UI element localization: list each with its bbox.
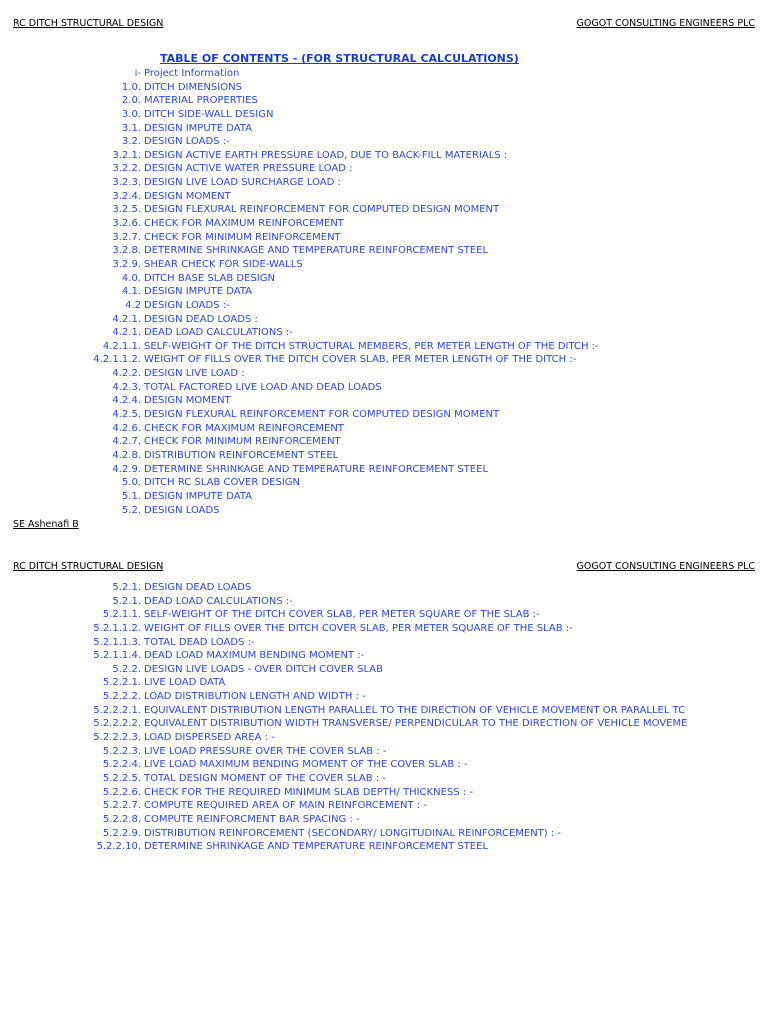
toc-entry[interactable]	[0, 367, 768, 381]
toc-entry[interactable]	[0, 244, 768, 258]
toc-entry-number: 1.0.	[121, 81, 141, 93]
toc-entry-text: DISTRIBUTION REINFORCEMENT STEEL	[144, 449, 339, 461]
toc-entry-number: 5.2.1.1.4.	[93, 650, 141, 662]
toc-entry-text: EQUIVALENT DISTRIBUTION WIDTH TRANSVERSE/ PERPENDICULAR TO THE DIRECTION OF VEHICLE MOVEME	[144, 718, 688, 730]
toc-entry[interactable]	[0, 799, 768, 813]
toc-entry-number: 5.0.	[121, 477, 141, 489]
toc-entry-text: DESIGN FLEXURAL REINFORCEMENT FOR COMPUTED DESIGN MOMENT	[144, 409, 500, 421]
toc-entry-text: DESIGN LIVE LOADS - OVER DITCH COVER SLAB	[144, 663, 383, 675]
toc-list-page1	[0, 67, 768, 517]
toc-entry-number: 5.2.2.2.3.	[93, 732, 141, 744]
toc-entry-number: 3.2.3.	[112, 177, 141, 189]
toc-entry[interactable]	[0, 381, 768, 395]
toc-entry[interactable]	[0, 676, 768, 690]
toc-entry-number: 3.2.4.	[112, 190, 141, 202]
toc-entry-text: LIVE LOAD PRESSURE OVER THE COVER SLAB : -	[144, 745, 387, 757]
toc-entry-number: 3.2.	[121, 136, 141, 148]
toc-entry-number: 5.2.1.	[112, 595, 141, 607]
toc-entry-number: 5.2.2.3.	[102, 745, 141, 757]
toc-entry-text: COMPUTE REINFORCMENT BAR SPACING : -	[144, 813, 360, 825]
toc-entry-text: DESIGN MOMENT	[144, 190, 231, 202]
toc-entry-number: 3.2.8.	[112, 245, 141, 257]
toc-entry-number: 5.2.2.2.2.	[93, 718, 141, 730]
toc-entry-number: 4.2.4.	[112, 395, 141, 407]
toc-entry-number: 5.1.	[121, 490, 141, 502]
toc-entry-number: 4.0.	[121, 272, 141, 284]
toc-entry-number: 5.2.2.7.	[102, 800, 141, 812]
toc-entry[interactable]	[0, 122, 768, 136]
toc-entry-text: COMPUTE REQUIRED AREA OF MAIN REINFORCEMENT : -	[144, 800, 427, 812]
toc-entry-text: DISTRIBUTION REINFORCEMENT (SECONDARY/ LONGITUDINAL REINFORCEMENT) : -	[144, 827, 562, 839]
toc-entry[interactable]	[0, 203, 768, 217]
toc-entry[interactable]	[0, 595, 768, 609]
toc-entry-text: DESIGN ACTIVE WATER PRESSURE LOAD :	[144, 163, 353, 175]
toc-entry-text: TOTAL FACTORED LIVE LOAD AND DEAD LOADS	[144, 381, 382, 393]
toc-entry[interactable]	[0, 435, 768, 449]
toc-entry[interactable]	[0, 731, 768, 745]
toc-entry[interactable]	[0, 813, 768, 827]
toc-entry-text: DEAD LOAD CALCULATIONS :-	[144, 595, 293, 607]
toc-entry-text: MATERIAL PROPERTIES	[144, 95, 258, 107]
toc-entry-number: 3.2.7.	[112, 231, 141, 243]
toc-entry-text: TOTAL DEAD LOADS :-	[144, 636, 255, 648]
toc-entry-number: 4.2.9.	[112, 463, 141, 475]
toc-entry-number: 5.2.2.8.	[102, 813, 141, 825]
toc-entry-text: WEIGHT OF FILLS OVER THE DITCH COVER SLAB, PER METER SQUARE OF THE SLAB :-	[144, 622, 573, 634]
toc-entry-text: LOAD DISTRIBUTION LENGTH AND WIDTH : -	[144, 691, 366, 703]
toc-entry-text: DETERMINE SHRINKAGE AND TEMPERATURE REINFORCEMENT STEEL	[144, 841, 489, 853]
toc-entry-text: DESIGN IMPUTE DATA	[144, 286, 253, 298]
toc-entry-text: SELF-WEIGHT OF THE DITCH STRUCTURAL MEMBERS, PER METER LENGTH OF THE DITCH :-	[144, 340, 599, 352]
toc-entry[interactable]	[0, 408, 768, 422]
toc-entry-text: DEAD LOAD MAXIMUM BENDING MOMENT :-	[144, 650, 365, 662]
toc-entry[interactable]	[0, 272, 768, 286]
toc-entry-text: DESIGN MOMENT	[144, 395, 231, 407]
toc-entry[interactable]	[0, 340, 768, 354]
toc-entry-number: 5.2.2.2.	[102, 691, 141, 703]
toc-entry-text: DESIGN LIVE LOAD SURCHARGE LOAD :	[144, 177, 341, 189]
toc-entry-number: 4.2.1.	[112, 327, 141, 339]
toc-entry-number: 5.2.2.5.	[102, 772, 141, 784]
toc-entry[interactable]	[0, 463, 768, 477]
toc-entry-number: 5.2.2.2.1.	[93, 704, 141, 716]
toc-entry-number: 5.2.1.1.3.	[93, 636, 141, 648]
toc-entry-text: EQUIVALENT DISTRIBUTION LENGTH PARALLEL TO THE DIRECTION OF VEHICLE MOVEMENT OR PARALLEL TC	[144, 704, 686, 716]
toc-entry-number: 5.2.2.9.	[102, 827, 141, 839]
toc-list-page2	[0, 581, 768, 854]
toc-entry-text: LOAD DISPERSED AREA : -	[144, 732, 275, 744]
toc-entry[interactable]	[0, 758, 768, 772]
toc-entry[interactable]	[0, 176, 768, 190]
toc-entry-text: LIVE LOAD MAXIMUM BENDING MOMENT OF THE COVER SLAB : -	[144, 759, 468, 771]
toc-entry-text: CHECK FOR MINIMUM REINFORCEMENT	[144, 436, 341, 448]
toc-entry-number: 4.2.5.	[112, 409, 141, 421]
toc-entry-text: DESIGN IMPUTE DATA	[144, 490, 253, 502]
toc-entry-number: 3.2.9.	[112, 258, 141, 270]
toc-entry-text: DESIGN ACTIVE EARTH PRESSURE LOAD, DUE TO BACK-FILL MATERIALS :	[144, 149, 508, 161]
toc-entry-text: CHECK FOR MAXIMUM REINFORCEMENT	[144, 218, 344, 230]
toc-entry-number: 4.2.1.1.	[102, 340, 141, 352]
toc-entry[interactable]	[0, 326, 768, 340]
toc-entry-number: 5.2.	[121, 504, 141, 516]
toc-entry-number: 5.2.1.1.2.	[93, 622, 141, 634]
toc-entry-number: 5.2.2.6.	[102, 786, 141, 798]
toc-entry-number: 5.2.2.1.	[102, 677, 141, 689]
toc-entry[interactable]	[0, 690, 768, 704]
toc-entry-text: DESIGN LOADS :-	[144, 299, 230, 311]
page2-header-right: GOGOT CONSULTING ENGINEERS PLC	[576, 561, 755, 572]
toc-entry[interactable]	[0, 135, 768, 149]
toc-entry-number: 4.1.	[121, 286, 141, 298]
toc-entry[interactable]	[0, 422, 768, 436]
toc-entry-number: 3.2.2.	[112, 163, 141, 175]
toc-entry[interactable]	[0, 504, 768, 518]
toc-entry-text: DESIGN LOADS	[144, 504, 220, 516]
toc-entry[interactable]	[0, 162, 768, 176]
toc-entry[interactable]	[0, 581, 768, 595]
toc-entry[interactable]	[0, 649, 768, 663]
toc-entry-text: CHECK FOR MINIMUM REINFORCEMENT	[144, 231, 341, 243]
toc-entry-text: WEIGHT OF FILLS OVER THE DITCH COVER SLAB, PER METER LENGTH OF THE DITCH :-	[144, 354, 577, 366]
toc-entry-number: 4.2.6.	[112, 422, 141, 434]
toc-entry[interactable]	[0, 94, 768, 108]
toc-entry-text: TOTAL DESIGN MOMENT OF THE COVER SLAB : -	[144, 772, 386, 784]
toc-entry[interactable]	[0, 608, 768, 622]
toc-entry-number: 5.2.2.10.	[96, 841, 141, 853]
toc-entry-text: DEAD LOAD CALCULATIONS :-	[144, 327, 293, 339]
toc-entry-number: 4.2.7.	[112, 436, 141, 448]
signature: SE Ashenafi B	[13, 519, 79, 530]
toc-entry[interactable]	[0, 490, 768, 504]
toc-entry-number: 3.2.6.	[112, 218, 141, 230]
toc-entry[interactable]	[0, 231, 768, 245]
toc-entry[interactable]	[0, 622, 768, 636]
toc-entry-text: DESIGN DEAD LOADS	[144, 582, 252, 593]
toc-entry-number: 3.0.	[121, 108, 141, 120]
toc-entry-text: DESIGN LOADS :-	[144, 136, 230, 148]
toc-entry[interactable]	[0, 217, 768, 231]
toc-entry[interactable]	[0, 285, 768, 299]
toc-entry-text: CHECK FOR MAXIMUM REINFORCEMENT	[144, 422, 344, 434]
toc-entry-text: Project Information	[144, 68, 240, 79]
toc-entry[interactable]	[0, 353, 768, 367]
page1-header-right: GOGOT CONSULTING ENGINEERS PLC	[576, 18, 755, 29]
toc-entry-number: 4.2.2.	[112, 368, 141, 380]
toc-entry-number: 2.0.	[121, 95, 141, 107]
toc-entry[interactable]	[0, 67, 768, 81]
toc-entry-number: i-	[134, 68, 141, 79]
toc-entry-number: 5.2.2.	[112, 663, 141, 675]
toc-entry[interactable]	[0, 299, 768, 313]
toc-entry-text: SELF-WEIGHT OF THE DITCH COVER SLAB, PER METER SQUARE OF THE SLAB :-	[144, 609, 540, 621]
toc-entry-text: DESIGN DEAD LOADS :	[144, 313, 258, 325]
toc-entry[interactable]	[0, 449, 768, 463]
toc-entry-text: DETERMINE SHRINKAGE AND TEMPERATURE REINFORCEMENT STEEL	[144, 463, 489, 475]
toc-entry-number: 5.2.2.4.	[102, 759, 141, 771]
toc-entry-number: 5.2.1.1.	[102, 609, 141, 621]
toc-entry[interactable]	[0, 258, 768, 272]
toc-entry[interactable]	[0, 745, 768, 759]
toc-entry-text: DESIGN FLEXURAL REINFORCEMENT FOR COMPUTED DESIGN MOMENT	[144, 204, 500, 216]
page2-header-left: RC DITCH STRUCTURAL DESIGN	[13, 561, 164, 572]
toc-entry-text: DETERMINE SHRINKAGE AND TEMPERATURE REINFORCEMENT STEEL	[144, 245, 489, 257]
toc-entry-number: 4.2.8.	[112, 449, 141, 461]
toc-entry[interactable]	[0, 394, 768, 408]
toc-entry[interactable]	[0, 81, 768, 95]
page1-header-left: RC DITCH STRUCTURAL DESIGN	[13, 18, 164, 29]
toc-entry[interactable]	[0, 476, 768, 490]
toc-entry[interactable]	[0, 190, 768, 204]
toc-title[interactable]: TABLE OF CONTENTS - (FOR STRUCTURAL CALCULATIONS)	[160, 52, 519, 65]
toc-entry-number: 4.2.1.1.2.	[93, 354, 141, 366]
toc-entry-number: 3.2.5.	[112, 204, 141, 216]
toc-entry-text: DESIGN IMPUTE DATA	[144, 122, 253, 134]
toc-entry[interactable]	[0, 636, 768, 650]
toc-entry-number: 3.1.	[121, 122, 141, 134]
toc-entry-text: DESIGN LIVE LOAD :	[144, 368, 245, 380]
toc-entry-number: 4.2.3.	[112, 381, 141, 393]
toc-entry-number: 4.2.1.	[112, 313, 141, 325]
toc-entry-text: DITCH BASE SLAB DESIGN	[144, 272, 275, 284]
toc-entry-text: DITCH RC SLAB COVER DESIGN	[144, 477, 301, 489]
toc-entry[interactable]	[0, 149, 768, 163]
toc-entry-number: 5.2.1.	[112, 582, 141, 593]
toc-entry[interactable]	[0, 663, 768, 677]
toc-entry-text: DITCH DIMENSIONS	[144, 81, 242, 93]
toc-entry-text: DITCH SIDE-WALL DESIGN	[144, 108, 274, 120]
toc-entry[interactable]	[0, 772, 768, 786]
toc-entry-number: 3.2.1.	[112, 149, 141, 161]
toc-entry[interactable]	[0, 704, 768, 718]
toc-entry-text: CHECK FOR THE REQUIRED MINIMUM SLAB DEPTH/ THICKNESS : -	[144, 786, 473, 798]
toc-entry[interactable]	[0, 840, 768, 854]
toc-entry-text: SHEAR CHECK FOR SIDE-WALLS	[144, 258, 303, 270]
toc-entry[interactable]	[0, 717, 768, 731]
toc-entry[interactable]	[0, 108, 768, 122]
toc-entry[interactable]	[0, 786, 768, 800]
toc-entry[interactable]	[0, 313, 768, 327]
toc-entry[interactable]	[0, 827, 768, 841]
toc-entry-number: 4.2	[125, 299, 141, 311]
toc-entry-text: LIVE LOAD DATA	[144, 677, 226, 689]
